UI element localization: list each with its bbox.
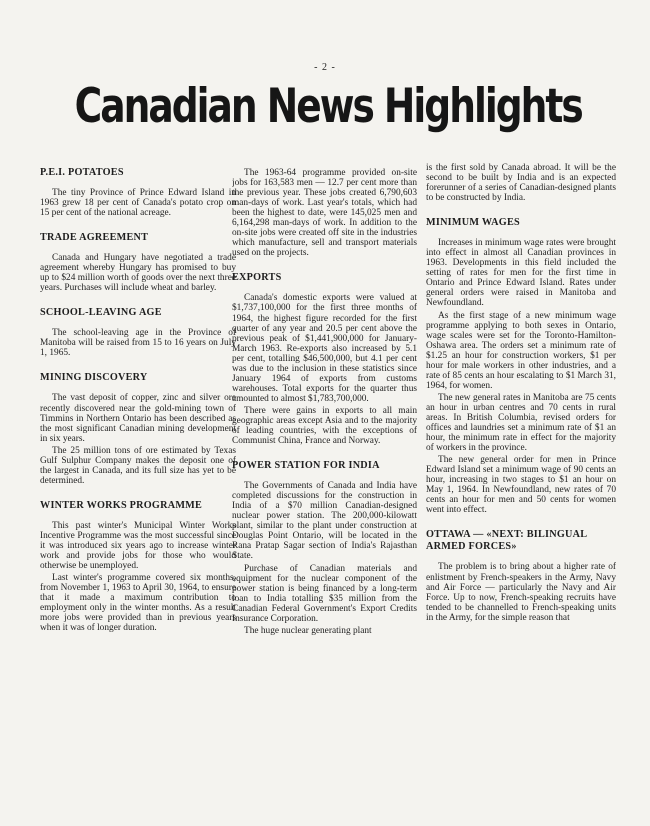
article-paragraph: There were gains in exports to all main geographic areas except Asia and to the majority of leading countries, with the exceptions of Communist China, France and Norway.	[232, 405, 417, 447]
article-paragraph: Canada's domestic exports were valued at $1,737,100,000 for the first three months of 1964, the highest figure recorded for the first quarter of any year and 20.5 per cent above the previous peak of $1,441,900,000 for January-March 1963. Re-exports also increased by 5.1 per cent, totalling $46,500,000, but 4.1 per cent was due to the inclusion in these statistics since January 1964 of exports from customs warehouses. Total exports for the quarter thus amounted to almost $1,783,700,000.	[232, 293, 417, 404]
article-paragraph: The problem is to bring about a higher rate of enlistment by French-speakers in the Army, Navy and Air Force — particularly the Navy and Air Force. Up to now, French-speaking recruits have tended to be channelled to French-speaking units in the Army, for the simple reason that	[426, 562, 616, 623]
article-paragraph: As the first stage of a new minimum wage programme applying to both sexes in Ontario, wage scales were set for the Toronto-Hamilton-Oshawa area. The orders set a minimum rate of $1.25 an hour for construction workers, $1 per hour for male workers in other industries, and a rate of 85 cents an hour escalating to $1 March 31, 1964, for women.	[426, 310, 616, 391]
article-paragraph: The Governments of Canada and India have completed discussions for the construction in India of a $70 million Canadian-designed nuclear power station. The 200,000-kilowatt plant, similar to the plant under construction at Douglas Point Ontario, will be located in the Rana Pratap Sagar section of India's Rajasthan State.	[232, 481, 417, 562]
article-paragraph: The 25 million tons of ore estimated by Texas Gulf Sulphur Company makes the deposit one of the largest in Canada, and its full size has yet to be determined.	[40, 445, 236, 486]
section-heading: WINTER WORKS PROGRAMME	[40, 499, 203, 511]
continued-paragraph: is the first sold by Canada abroad. It will be the second to be built by India and is an expected forerunner of a series of Canadian-designed plants to be constructed by India.	[426, 163, 616, 204]
page-number: - 2 -	[314, 62, 336, 73]
section-heading: SCHOOL-LEAVING AGE	[40, 307, 162, 319]
article-paragraph: The vast deposit of copper, zinc and silver ore recently discovered near the gold-mining town of Timmins in Northern Ontario has been described as the most significant Canadian mining development in six years.	[40, 393, 236, 444]
section-heading: MINIMUM WAGES	[426, 217, 520, 229]
section-heading: POWER STATION FOR INDIA	[232, 460, 380, 472]
article-paragraph: The huge nuclear generating plant	[244, 625, 372, 636]
column-right	[426, 163, 616, 818]
section-heading: MINING DISCOVERY	[40, 372, 148, 384]
article-paragraph: Canada and Hungary have negotiated a trade agreement whereby Hungary has promised to buy up to $24 million worth of goods over the next three years. Purchases will include wheat and barley.	[40, 253, 236, 294]
article-paragraph: The new general rates in Manitoba are 75 cents an hour in urban centres and 70 cents in rural areas. In British Columbia, revised orders for offices and laundries set a minimum rate of $1 an hour, the minimum rate in effect for the majority of workers in the province.	[426, 392, 616, 454]
article-paragraph: The school-leaving age in the Province of Manitoba will be raised from 15 to 16 years on July 1, 1965.	[40, 328, 236, 359]
column-left	[40, 163, 236, 818]
section-heading: TRADE AGREEMENT	[40, 232, 149, 244]
article-paragraph: Purchase of Canadian materials and equipment for the nuclear component of the power station is being financed by a long-term loan to India totalling $35 million from the Canadian Federal Government's Export Credits Insurance Corporation.	[232, 563, 417, 624]
masthead-title: Canadian News Highlights	[74, 79, 582, 134]
article-paragraph: This past winter's Municipal Winter Works Incentive Programme was the most successful since it was introduced six years ago to increase winter work and provide jobs for those who would otherwise be unemployed.	[40, 520, 236, 572]
section-heading: OTTAWA — «NEXT: BILINGUAL ARMED FORCES»	[426, 529, 587, 553]
article-paragraph: The tiny Province of Prince Edward Island in 1963 grew 18 per cent of Canada's potato crop on 15 per cent of the national acreage.	[40, 188, 236, 219]
section-heading: EXPORTS	[232, 272, 282, 284]
article-paragraph: The new general order for men in Prince Edward Island set a minimum wage of 90 cents an hour, increasing in two stages to $1 an hour on May 1, 1964. In Newfoundland, new rates of 70 cents an hour for men and 50 cents for women went into effect.	[426, 455, 616, 516]
article-paragraph: The 1963-64 programme provided on-site jobs for 163,583 men — 12.7 per cent more than the previous year. These jobs created 6,790,603 man-days of work. Last year's totals, which had been the highest to date, were 145,025 men and 6,164,298 man-days of work. In addition to the on-site jobs were created off site in the industries which manufacture, sell and transport materials used on the projects.	[232, 168, 417, 259]
column-middle	[232, 168, 417, 818]
section-heading: P.E.I. POTATOES	[40, 167, 124, 178]
article-paragraph: Last winter's programme covered six months, from November 1, 1963 to April 30, 1964, to ensure that it made a maximum contribution to employment only in the winter months. As a result more jobs were provided than in previous years when it was of longer duration.	[40, 573, 236, 634]
article-paragraph: Increases in minimum wage rates were brought into effect in almost all Canadian provinces in 1963. Developments in this field included the setting of rates for men for the first time in Ontario and Prince Edward Island. Rates under general orders were raised in Manitoba and Newfoundland.	[426, 238, 616, 309]
